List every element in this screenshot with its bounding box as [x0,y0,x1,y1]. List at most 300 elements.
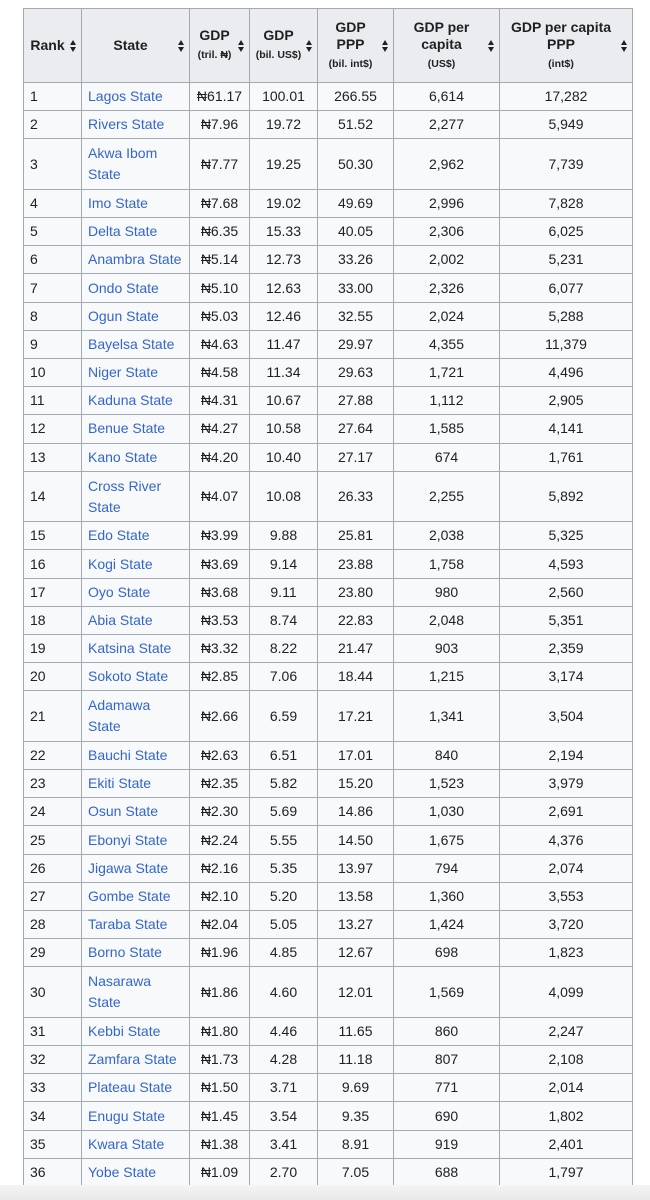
rank-cell: 11 [24,387,82,415]
state-cell [82,550,190,578]
state-link[interactable]: Plateau State [88,1079,173,1096]
rank-cell: 2 [24,111,82,139]
table-row [24,443,633,471]
sort-arrows-icon[interactable] [621,39,628,53]
gdp-by-state-table [23,8,633,1187]
rank-cell: 8 [24,302,82,330]
gdp-per-capita-cell: 840 [394,741,500,769]
gdp-per-capita-cell: 2,038 [394,522,500,550]
rank-cell: 18 [24,606,82,634]
gdp-usd-cell: 5.69 [250,798,318,826]
gdp-naira-cell: ₦4.20 [190,443,250,471]
table-row [24,939,633,967]
gdp-per-capita-ppp-cell: 4,099 [500,967,633,1018]
state-cell [82,1046,190,1074]
table-row [24,911,633,939]
gdp-ppp-cell: 13.27 [318,911,394,939]
gdp-per-capita-ppp-cell: 1,797 [500,1158,633,1186]
state-link[interactable]: Ogun State [88,307,159,324]
gdp-usd-cell: 3.41 [250,1130,318,1158]
state-link[interactable]: Jigawa State [88,859,169,876]
column-header-rank[interactable] [24,9,82,83]
gdp-usd-cell: 19.25 [250,139,318,190]
table-body [24,83,633,1187]
rank-cell: 29 [24,939,82,967]
rank-cell: 4 [24,189,82,217]
state-link[interactable]: Edo State [88,527,150,544]
state-cell [82,1130,190,1158]
rank-cell: 13 [24,443,82,471]
gdp-ppp-cell: 49.69 [318,189,394,217]
gdp-naira-cell: ₦4.31 [190,387,250,415]
table-row [24,387,633,415]
state-link[interactable]: Taraba State [88,916,168,933]
gdp-per-capita-cell: 1,215 [394,663,500,691]
gdp-ppp-cell: 50.30 [318,139,394,190]
gdp-naira-cell: ₦7.68 [190,189,250,217]
gdp-per-capita-cell: 1,341 [394,691,500,742]
table-row [24,826,633,854]
state-cell [82,635,190,663]
state-cell [82,578,190,606]
state-link[interactable]: Kaduna State [88,392,173,409]
gdp-ppp-cell: 29.63 [318,359,394,387]
table-row [24,359,633,387]
gdp-per-capita-ppp-cell: 2,074 [500,854,633,882]
gdp-per-capita-ppp-cell: 1,802 [500,1102,633,1130]
gdp-per-capita-cell: 2,996 [394,189,500,217]
table-row [24,330,633,358]
state-link[interactable]: Niger State [88,364,159,381]
gdp-naira-cell: ₦5.14 [190,246,250,274]
sort-arrows-icon[interactable] [70,39,77,53]
state-link[interactable]: Borno State [88,944,162,961]
gdp-per-capita-cell: 2,326 [394,274,500,302]
gdp-per-capita-cell: 1,721 [394,359,500,387]
state-cell [82,83,190,111]
gdp-per-capita-cell: 860 [394,1017,500,1045]
gdp-per-capita-cell: 6,614 [394,83,500,111]
state-cell [82,387,190,415]
table-row [24,635,633,663]
gdp-ppp-cell: 23.88 [318,550,394,578]
gdp-per-capita-cell: 2,002 [394,246,500,274]
gdp-ppp-cell: 12.67 [318,939,394,967]
state-link[interactable]: Kogi State [88,555,153,572]
state-cell [82,663,190,691]
state-link[interactable]: Kebbi State [88,1022,161,1039]
state-link[interactable]: Imo State [88,194,148,211]
rank-cell: 32 [24,1046,82,1074]
table-row [24,967,633,1018]
gdp-per-capita-cell: 919 [394,1130,500,1158]
gdp-ppp-cell: 11.65 [318,1017,394,1045]
gdp-table-container [23,8,632,1187]
gdp-per-capita-ppp-cell: 17,282 [500,83,633,111]
gdp-naira-cell: ₦3.68 [190,578,250,606]
rank-cell: 16 [24,550,82,578]
rank-cell: 12 [24,415,82,443]
state-link[interactable]: Cross River State [88,477,162,515]
column-header-gdp-per-capita-ppp[interactable] [500,9,633,83]
state-cell [82,522,190,550]
gdp-per-capita-ppp-cell: 4,593 [500,550,633,578]
state-cell [82,415,190,443]
gdp-naira-cell: ₦1.73 [190,1046,250,1074]
state-link[interactable]: Delta State [88,223,158,240]
state-cell [82,189,190,217]
state-cell [82,443,190,471]
state-cell [82,939,190,967]
gdp-naira-cell: ₦3.53 [190,606,250,634]
gdp-ppp-cell: 17.21 [318,691,394,742]
gdp-per-capita-ppp-cell: 5,949 [500,111,633,139]
gdp-usd-cell: 5.05 [250,911,318,939]
gdp-usd-cell: 100.01 [250,83,318,111]
gdp-naira-cell: ₦7.77 [190,139,250,190]
gdp-usd-cell: 5.82 [250,770,318,798]
state-link[interactable]: Ondo State [88,279,159,296]
gdp-usd-cell: 5.55 [250,826,318,854]
gdp-naira-cell: ₦1.96 [190,939,250,967]
gdp-usd-cell: 5.35 [250,854,318,882]
gdp-naira-cell: ₦1.50 [190,1074,250,1102]
gdp-ppp-cell: 17.01 [318,741,394,769]
column-header-state[interactable] [82,9,190,83]
sort-arrows-icon[interactable] [488,39,495,53]
table-row [24,218,633,246]
gdp-usd-cell: 3.71 [250,1074,318,1102]
rank-cell: 17 [24,578,82,606]
column-header-title: GDP PPP [335,18,366,52]
gdp-usd-cell: 4.60 [250,967,318,1018]
gdp-usd-cell: 10.08 [250,471,318,522]
gdp-per-capita-ppp-cell: 2,560 [500,578,633,606]
table-row [24,741,633,769]
gdp-ppp-cell: 23.80 [318,578,394,606]
gdp-naira-cell: ₦3.32 [190,635,250,663]
gdp-naira-cell: ₦5.03 [190,302,250,330]
column-header-title: GDP per capita PPP [510,18,612,52]
gdp-usd-cell: 12.46 [250,302,318,330]
column-header-gdp-ppp[interactable] [318,9,394,83]
table-row [24,1017,633,1045]
gdp-usd-cell: 10.67 [250,387,318,415]
gdp-usd-cell: 6.59 [250,691,318,742]
gdp-usd-cell: 11.47 [250,330,318,358]
gdp-ppp-cell: 21.47 [318,635,394,663]
state-link[interactable]: Kwara State [88,1135,165,1152]
state-link[interactable]: Bayelsa State [88,335,175,352]
state-link[interactable]: Katsina State [88,640,172,657]
gdp-per-capita-cell: 807 [394,1046,500,1074]
gdp-naira-cell: ₦1.09 [190,1158,250,1186]
gdp-ppp-cell: 27.17 [318,443,394,471]
rank-cell: 5 [24,218,82,246]
gdp-per-capita-ppp-cell: 11,379 [500,330,633,358]
gdp-ppp-cell: 15.20 [318,770,394,798]
gdp-ppp-cell: 8.91 [318,1130,394,1158]
gdp-ppp-cell: 33.26 [318,246,394,274]
state-link[interactable]: Benue State [88,420,166,437]
state-cell [82,854,190,882]
rank-cell: 15 [24,522,82,550]
gdp-per-capita-cell: 2,024 [394,302,500,330]
column-header-gdp-usd[interactable] [250,9,318,83]
rank-cell: 20 [24,663,82,691]
gdp-per-capita-ppp-cell: 2,014 [500,1074,633,1102]
state-link[interactable]: Oyo State [88,583,151,600]
gdp-per-capita-ppp-cell: 2,401 [500,1130,633,1158]
gdp-per-capita-ppp-cell: 4,496 [500,359,633,387]
gdp-ppp-cell: 14.86 [318,798,394,826]
table-row [24,1158,633,1186]
gdp-usd-cell: 2.70 [250,1158,318,1186]
gdp-naira-cell: ₦2.63 [190,741,250,769]
table-row [24,1046,633,1074]
rank-cell: 7 [24,274,82,302]
sort-arrows-icon[interactable] [178,39,185,53]
gdp-per-capita-ppp-cell: 3,979 [500,770,633,798]
gdp-ppp-cell: 11.18 [318,1046,394,1074]
rank-cell: 35 [24,1130,82,1158]
gdp-per-capita-cell: 2,048 [394,606,500,634]
state-cell [82,606,190,634]
column-header-unit: (US$) [427,57,456,70]
gdp-ppp-cell: 22.83 [318,606,394,634]
state-link[interactable]: Abia State [88,611,153,628]
table-row [24,522,633,550]
state-cell [82,1102,190,1130]
gdp-usd-cell: 6.51 [250,741,318,769]
sort-arrows-icon[interactable] [306,39,313,53]
gdp-per-capita-ppp-cell: 5,288 [500,302,633,330]
gdp-per-capita-cell: 688 [394,1158,500,1186]
gdp-per-capita-cell: 2,306 [394,218,500,246]
state-link[interactable]: Ekiti State [88,775,152,792]
gdp-naira-cell: ₦2.04 [190,911,250,939]
gdp-ppp-cell: 266.55 [318,83,394,111]
state-link[interactable]: Gombe State [88,887,171,904]
table-row [24,663,633,691]
gdp-per-capita-ppp-cell: 2,691 [500,798,633,826]
state-link[interactable]: Osun State [88,803,159,820]
rank-cell: 3 [24,139,82,190]
state-cell [82,770,190,798]
state-link[interactable]: Zamfara State [88,1051,177,1068]
gdp-ppp-cell: 7.05 [318,1158,394,1186]
table-row [24,1102,633,1130]
state-link[interactable]: Lagos State [88,88,163,105]
state-cell [82,1017,190,1045]
state-link[interactable]: Nasarawa State [88,973,152,1011]
gdp-per-capita-ppp-cell: 1,761 [500,443,633,471]
state-link[interactable]: Kano State [88,448,158,465]
state-cell [82,882,190,910]
table-row [24,415,633,443]
table-row [24,83,633,111]
rank-cell: 33 [24,1074,82,1102]
gdp-naira-cell: ₦2.16 [190,854,250,882]
state-link[interactable]: Yobe State [88,1163,156,1180]
state-cell [82,330,190,358]
state-cell [82,246,190,274]
gdp-naira-cell: ₦4.27 [190,415,250,443]
gdp-usd-cell: 8.74 [250,606,318,634]
state-cell [82,139,190,190]
gdp-per-capita-cell: 1,424 [394,911,500,939]
gdp-usd-cell: 3.54 [250,1102,318,1130]
gdp-ppp-cell: 27.64 [318,415,394,443]
gdp-usd-cell: 10.40 [250,443,318,471]
rank-cell: 10 [24,359,82,387]
gdp-ppp-cell: 25.81 [318,522,394,550]
gdp-per-capita-cell: 2,962 [394,139,500,190]
table-row [24,1130,633,1158]
state-link[interactable]: Sokoto State [88,668,169,685]
gdp-per-capita-cell: 2,255 [394,471,500,522]
gdp-naira-cell: ₦3.69 [190,550,250,578]
gdp-usd-cell: 7.06 [250,663,318,691]
gdp-per-capita-cell: 4,355 [394,330,500,358]
state-link[interactable]: Rivers State [88,116,165,133]
gdp-ppp-cell: 27.88 [318,387,394,415]
table-row [24,854,633,882]
gdp-ppp-cell: 40.05 [318,218,394,246]
gdp-usd-cell: 12.73 [250,246,318,274]
state-cell [82,359,190,387]
gdp-per-capita-ppp-cell: 7,739 [500,139,633,190]
gdp-usd-cell: 4.46 [250,1017,318,1045]
gdp-per-capita-ppp-cell: 4,376 [500,826,633,854]
state-cell [82,691,190,742]
state-cell [82,826,190,854]
state-link[interactable]: Bauchi State [88,746,168,763]
gdp-ppp-cell: 9.35 [318,1102,394,1130]
gdp-naira-cell: ₦3.99 [190,522,250,550]
gdp-usd-cell: 5.20 [250,882,318,910]
state-cell [82,1074,190,1102]
gdp-naira-cell: ₦4.58 [190,359,250,387]
table-row [24,111,633,139]
page-bottom-edge [0,1185,650,1200]
state-cell [82,798,190,826]
column-header-title: GDP [199,27,230,43]
gdp-usd-cell: 10.58 [250,415,318,443]
gdp-usd-cell: 4.28 [250,1046,318,1074]
gdp-per-capita-cell: 794 [394,854,500,882]
gdp-per-capita-cell: 1,675 [394,826,500,854]
gdp-per-capita-ppp-cell: 3,553 [500,882,633,910]
column-header-unit: (tril. ₦) [197,49,232,61]
gdp-per-capita-ppp-cell: 2,194 [500,741,633,769]
gdp-per-capita-ppp-cell: 3,720 [500,911,633,939]
state-cell [82,741,190,769]
gdp-per-capita-cell: 1,360 [394,882,500,910]
rank-cell: 1 [24,83,82,111]
gdp-usd-cell: 8.22 [250,635,318,663]
state-link[interactable]: Adamawa State [88,697,151,735]
gdp-per-capita-ppp-cell: 2,247 [500,1017,633,1045]
gdp-ppp-cell: 29.97 [318,330,394,358]
column-header-gdp-naira[interactable] [190,9,250,83]
rank-cell: 21 [24,691,82,742]
gdp-per-capita-cell: 1,523 [394,770,500,798]
table-row [24,550,633,578]
gdp-naira-cell: ₦2.66 [190,691,250,742]
table-row [24,798,633,826]
gdp-per-capita-ppp-cell: 3,174 [500,663,633,691]
state-link[interactable]: Akwa Ibom State [88,145,158,183]
gdp-per-capita-ppp-cell: 1,823 [500,939,633,967]
gdp-per-capita-cell: 1,030 [394,798,500,826]
gdp-per-capita-cell: 1,569 [394,967,500,1018]
state-link[interactable]: Ebonyi State [88,831,168,848]
column-header-unit: (bil. int$) [328,57,373,70]
gdp-per-capita-ppp-cell: 2,359 [500,635,633,663]
sort-arrows-icon[interactable] [382,39,389,53]
gdp-per-capita-ppp-cell: 2,905 [500,387,633,415]
state-cell [82,967,190,1018]
table-row [24,578,633,606]
rank-cell: 6 [24,246,82,274]
gdp-usd-cell: 9.14 [250,550,318,578]
gdp-naira-cell: ₦7.96 [190,111,250,139]
gdp-naira-cell: ₦4.63 [190,330,250,358]
gdp-per-capita-ppp-cell: 2,108 [500,1046,633,1074]
gdp-naira-cell: ₦5.10 [190,274,250,302]
gdp-ppp-cell: 51.52 [318,111,394,139]
rank-cell: 22 [24,741,82,769]
rank-cell: 23 [24,770,82,798]
table-row [24,882,633,910]
gdp-usd-cell: 12.63 [250,274,318,302]
gdp-usd-cell: 4.85 [250,939,318,967]
state-link[interactable]: Enugu State [88,1107,166,1124]
rank-cell: 30 [24,967,82,1018]
gdp-per-capita-cell: 771 [394,1074,500,1102]
column-header-title: Rank [30,37,65,53]
gdp-usd-cell: 19.02 [250,189,318,217]
gdp-naira-cell: ₦2.85 [190,663,250,691]
rank-cell: 34 [24,1102,82,1130]
sort-arrows-icon[interactable] [238,39,245,53]
gdp-naira-cell: ₦2.30 [190,798,250,826]
gdp-per-capita-ppp-cell: 3,504 [500,691,633,742]
gdp-per-capita-ppp-cell: 4,141 [500,415,633,443]
gdp-ppp-cell: 13.58 [318,882,394,910]
column-header-title: GDP [263,27,294,43]
state-cell [82,274,190,302]
column-header-unit: (int$) [548,57,574,70]
gdp-naira-cell: ₦2.24 [190,826,250,854]
rank-cell: 24 [24,798,82,826]
column-header-gdp-per-capita[interactable] [394,9,500,83]
gdp-per-capita-ppp-cell: 6,077 [500,274,633,302]
rank-cell: 14 [24,471,82,522]
gdp-usd-cell: 9.88 [250,522,318,550]
gdp-per-capita-cell: 698 [394,939,500,967]
table-row [24,139,633,190]
rank-cell: 9 [24,330,82,358]
rank-cell: 26 [24,854,82,882]
gdp-per-capita-ppp-cell: 5,892 [500,471,633,522]
state-link[interactable]: Anambra State [88,251,182,268]
gdp-usd-cell: 19.72 [250,111,318,139]
gdp-per-capita-cell: 2,277 [394,111,500,139]
rank-cell: 31 [24,1017,82,1045]
gdp-naira-cell: ₦4.07 [190,471,250,522]
